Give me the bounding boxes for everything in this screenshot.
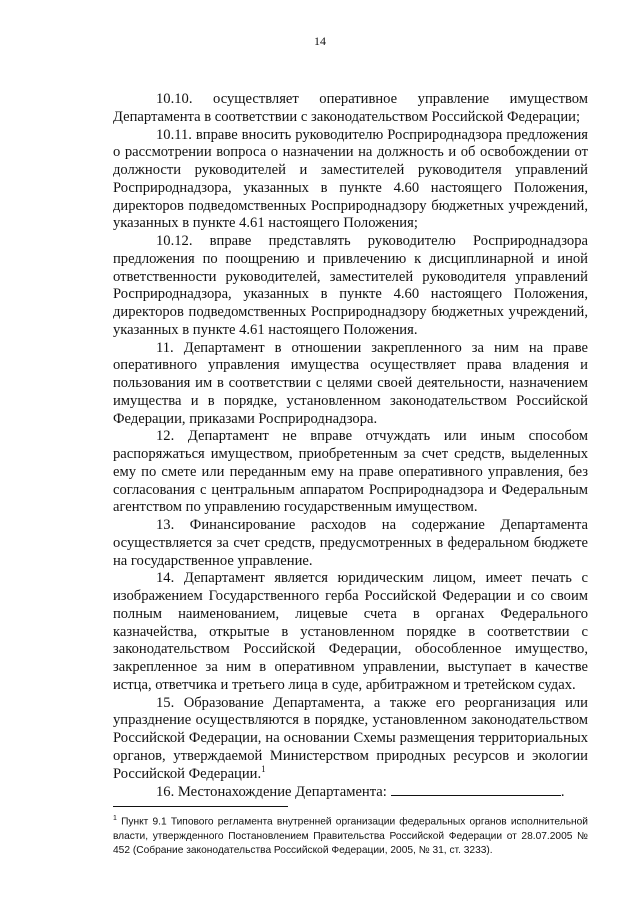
paragraph-15-text: 15. Образование Департамента, а также его реорганизация или упразднение осуществляются в порядке, установленном законодательством Российской Федерации, на основании Схемы размещения территориальных органов, утверждаемой Министерством природных ресурсов и экологии Российской Федерации. <box>113 694 588 782</box>
page-number: 14 <box>314 34 326 48</box>
paragraph-10-10: 10.10. осуществляет оперативное управление имуществом Департамента в соответствии с законодательством Российской Федерации; <box>113 91 588 125</box>
footnote-separator <box>113 806 288 807</box>
paragraph-16 <box>113 783 588 802</box>
footnote-reference: 1 <box>261 763 266 774</box>
footnote-text: Пункт 9.1 Типового регламента внутренней организации федеральных органов исполнительной власти, утвержденного Постановлением Правительства Российской Федерации от 28.07.2005 № 452 (Собрание законодательства Российской Федерации, 2005, № 31, ст. 3233). <box>113 816 588 857</box>
paragraph-10-11: 10.11. вправе вносить руководителю Росприроднадзора предложения о рассмотрении вопроса о назначении на должность и об освобождении от должности руководителей и заместителей руководителя управлений Росприроднадзора, указанных в пункте 4.60 настоящего Положения, директоров подведомственных Росприроднадзору бюджетных учреждений, указанных в пункте 4.61 настоящего Положения; <box>113 126 588 232</box>
location-blank-line <box>391 783 561 796</box>
paragraph-16-text: 16. Местонахождение Департамента: <box>156 784 387 801</box>
paragraph-15 <box>113 695 588 784</box>
footnote-mark: 1 <box>113 815 117 822</box>
footnote <box>113 812 588 859</box>
paragraph-10-12: 10.12. вправе представлять руководителю Росприроднадзора предложения по поощрению и привлечению к дисциплинарной и иной ответственности руководителей, заместителей руководителя управлений Росприроднадзора, указанных в пункте 4.60 настоящего Положения, директоров подведомственных Росприроднадзору бюджетных учреждений, указанных в пункте 4.61 настоящего Положения. <box>113 233 588 338</box>
paragraph-16-end: . <box>560 784 565 801</box>
paragraph-14: 14. Департамент является юридическим лицом, имеет печать с изображением Государственного герба Российской Федерации и со своим полным наименованием, лицевые счета в органах Федерального казначейства, открытые в установленном порядке в соответствии с законодательством Российской Федерации, обособленное имущество, закрепленное за ним в оперативном управлении, выступает в качестве истца, ответчика и третьего лица в суде, арбитражном и третейском судах. <box>113 570 588 693</box>
document-body <box>113 91 588 802</box>
paragraph-13: 13. Финансирование расходов на содержание Департамента осуществляется за счет средств, предусмотренных в федеральном бюджете на государственное управление. <box>113 517 588 569</box>
paragraph-12: 12. Департамент не вправе отчуждать или иным способом распоряжаться имуществом, приобретенным за счет средств, выделенных ему по смете или переданным ему на праве оперативного управления, без согласования с центральным аппаратом Росприроднадзора и Федеральным агентством по управлению государственным имуществом. <box>113 428 588 516</box>
paragraph-11: 11. Департамент в отношении закрепленного за ним на праве оперативного управления имущества осуществляет права владения и пользования им в соответствии с целями своей деятельности, назначением имущества и в порядке, установленном законодательством Российской Федерации, приказами Росприроднадзора. <box>113 339 588 427</box>
